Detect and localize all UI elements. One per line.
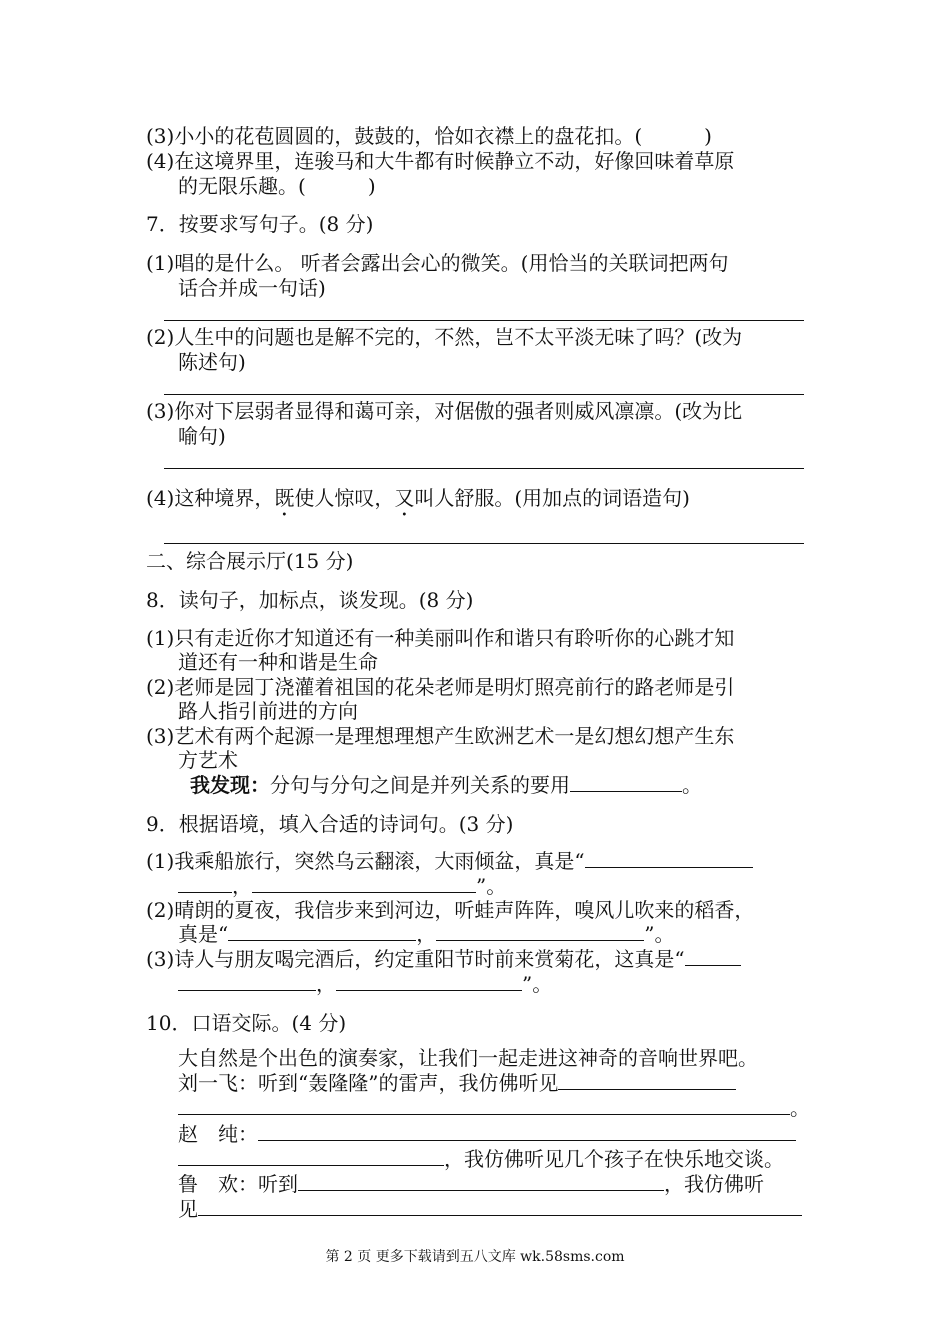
q10-intro: 大自然是个出色的演奏家，让我们一起走进这神奇的音响世界吧。 [178, 1046, 758, 1070]
q8-finding-end: 。 [682, 773, 702, 797]
q10-liu-text: 刘一飞：听到“轰隆隆”的雷声，我仿佛听见 [178, 1071, 559, 1095]
q6-item-4-text: (4)在这境界里，连骏马和大牛都有时候静立不动，好像回味着草原 [146, 149, 735, 173]
q9-s2-end: ”。 [644, 922, 675, 946]
q9-s1-comma: ， [232, 874, 252, 898]
page-footer: 第 2 页 更多下载请到五八文库 wk.58sms.com [325, 1249, 625, 1265]
q6-item-3-text: (3)小小的花苞圆圆的，鼓鼓的，恰如衣襟上的盘花扣。( [146, 124, 643, 148]
q7-s3-cont: 喻句) [178, 424, 226, 448]
q7-s3-answer-line[interactable] [164, 468, 804, 469]
q10-lu-text: 鲁 欢：听到 [178, 1172, 298, 1196]
q9-s2: (2)晴朗的夏夜，我信步来到河边，听蛙声阵阵，嗅风儿吹来的稻香， [146, 898, 755, 922]
q9-s3 [146, 947, 741, 971]
q10-lu-cont [178, 1197, 802, 1221]
q8-title: 8．读句子，加标点，谈发现。(8 分) [146, 588, 474, 612]
q7-s4-post: 叫人舒服。(用加点的词语造句) [414, 486, 690, 510]
q7-s4 [146, 486, 690, 510]
q8-finding-blank[interactable] [570, 773, 682, 792]
q10-zhao-cont [178, 1147, 784, 1171]
q7-s1-answer-line[interactable] [164, 320, 804, 321]
q9-s1-cont [178, 874, 506, 898]
q7-s4-dotted-word-2: 又 [394, 486, 415, 510]
q9-s3-text: (3)诗人与朋友喝完酒后，约定重阳节时前来赏菊花，这真是“ [146, 947, 685, 971]
q8-finding-label: 我发现： [190, 773, 270, 797]
q9-s3-blank-1[interactable] [685, 947, 741, 966]
q10-liu-blank[interactable] [558, 1071, 736, 1090]
q7-s4-pre: (4)这种境界， [146, 486, 275, 510]
q9-s1-text: (1)我乘船旅行，突然乌云翻滚，大雨倾盆，真是“ [146, 849, 585, 873]
q10-title: 10．口语交际。(4 分) [146, 1011, 347, 1035]
q9-s2-open: 真是“ [178, 922, 229, 946]
q9-s3-cont [178, 972, 552, 996]
q10-liu-blank-2[interactable] [178, 1096, 790, 1115]
q9-s2-blank-2[interactable] [436, 922, 644, 941]
q7-s1: (1)唱的是什么。 听者会露出会心的微笑。(用恰当的关联词把两句 [146, 251, 729, 275]
q10-zhao-blank[interactable] [258, 1122, 796, 1141]
q7-s2-cont: 陈述句) [178, 350, 246, 374]
q10-liu-period: 。 [790, 1096, 810, 1120]
q10-lu [178, 1172, 764, 1196]
q9-s3-blank-1b[interactable] [178, 972, 316, 991]
q8-s1-cont: 道还有一种和谐是生命 [178, 650, 378, 674]
q9-title: 9．根据语境，填入合适的诗词句。(3 分) [146, 812, 514, 836]
q9-s3-comma: ， [316, 972, 336, 996]
q9-s1-end: ”。 [476, 874, 507, 898]
q8-finding-text: 分句与分句之间是并列关系的要用 [270, 773, 570, 797]
q7-s3: (3)你对下层弱者显得和蔼可亲，对倨傲的强者则威风凛凛。(改为比 [146, 399, 743, 423]
q10-lu-blank-2[interactable] [198, 1197, 802, 1216]
q10-liu [178, 1071, 736, 1095]
q10-lu-blank[interactable] [298, 1172, 664, 1191]
q9-s1-blank-2[interactable] [252, 874, 476, 893]
q7-s2-answer-line[interactable] [164, 394, 804, 395]
q7-s2: (2)人生中的问题也是解不完的，不然，岂不太平淡无味了吗？(改为 [146, 325, 743, 349]
q6-item-4 [146, 149, 734, 173]
q8-s3: (3)艺术有两个起源一是理想理想产生欧洲艺术一是幻想幻想产生东 [146, 724, 735, 748]
section-heading: 二、综合展示厅(15 分) [146, 549, 354, 573]
q7-s4-mid: 使人惊叹， [294, 486, 395, 510]
q9-s1-blank-1b[interactable] [178, 874, 232, 893]
q8-finding [190, 773, 702, 797]
q7-s4-dotted-word-1: 既 [274, 486, 295, 510]
q8-s1: (1)只有走近你才知道还有一种美丽叫作和谐只有聆听你的心跳才知 [146, 626, 735, 650]
q10-liu-cont [178, 1096, 810, 1120]
q9-s3-blank-2[interactable] [336, 972, 522, 991]
q8-s2: (2)老师是园丁浇灌着祖国的花朵老师是明灯照亮前行的路老师是引 [146, 675, 735, 699]
q8-s2-cont: 路人指引前进的方向 [178, 699, 358, 723]
q6-item-4-cont [178, 174, 376, 198]
q6-item-3-close: ) [704, 124, 712, 148]
q10-zhao-label: 赵 纯： [178, 1122, 258, 1146]
q7-s4-answer-line[interactable] [164, 543, 804, 544]
q10-lu-text3: 见 [178, 1197, 198, 1221]
q7-s1-cont: 话合并成一句话) [178, 276, 326, 300]
q10-zhao-blank-2[interactable] [178, 1147, 444, 1166]
q9-s2-cont [178, 922, 674, 946]
q10-zhao [178, 1122, 796, 1146]
q6-item-4-close: ) [367, 174, 376, 198]
q9-s1-blank-1[interactable] [585, 849, 753, 868]
q9-s3-end: ”。 [522, 972, 553, 996]
q8-s3-cont: 方艺术 [178, 748, 238, 772]
q9-s2-blank-1[interactable] [228, 922, 416, 941]
q9-s1 [146, 849, 753, 873]
q10-zhao-text: ，我仿佛听见几个孩子在快乐地交谈。 [444, 1147, 784, 1171]
q6-item-3 [146, 124, 712, 148]
q10-lu-text2: ，我仿佛听 [664, 1172, 764, 1196]
q6-item-4-text2: 的无限乐趣。( [178, 174, 306, 198]
q9-s2-comma: ， [416, 922, 437, 946]
q7-title: 7．按要求写句子。(8 分) [146, 212, 374, 236]
